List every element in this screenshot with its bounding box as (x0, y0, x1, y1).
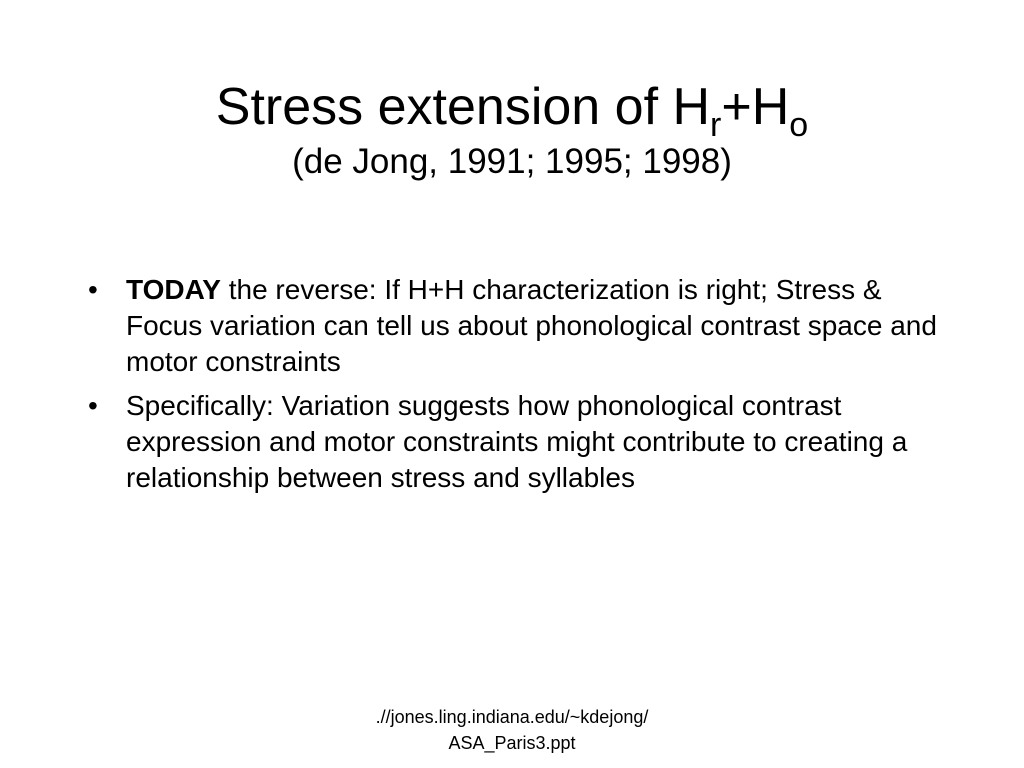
title-text: Stress extension of H (215, 78, 711, 136)
bullet-text: the reverse: If H+H characterization is right; Stress & Focus variation can tell us about phonological contrast space and motor constraints (126, 274, 937, 377)
slide-title (0, 74, 1024, 184)
title-subscript-o: o (789, 106, 809, 144)
bullet-item-specifically (84, 388, 944, 496)
bullet-list (84, 272, 944, 504)
bullet-bold-lead: TODAY (126, 274, 221, 305)
footer-filename: ASA_Paris3.ppt (448, 733, 576, 753)
bullet-marker: • (88, 274, 98, 305)
bullet-item-today (84, 272, 944, 380)
footer-url: .//jones.ling.indiana.edu/~kdejong/ (375, 707, 649, 727)
title-citation: (de Jong, 1991; 1995; 1998) (292, 142, 732, 181)
bullet-marker: • (88, 390, 98, 421)
title-plus-h: +H (721, 78, 790, 136)
slide-footer (0, 704, 1024, 756)
bullet-text: Specifically: Variation suggests how phonological contrast expression and motor constraints might contribute to creating a relationship between stress and syllables (126, 390, 908, 493)
title-main (0, 74, 1024, 144)
title-subscript-r: r (710, 106, 722, 144)
